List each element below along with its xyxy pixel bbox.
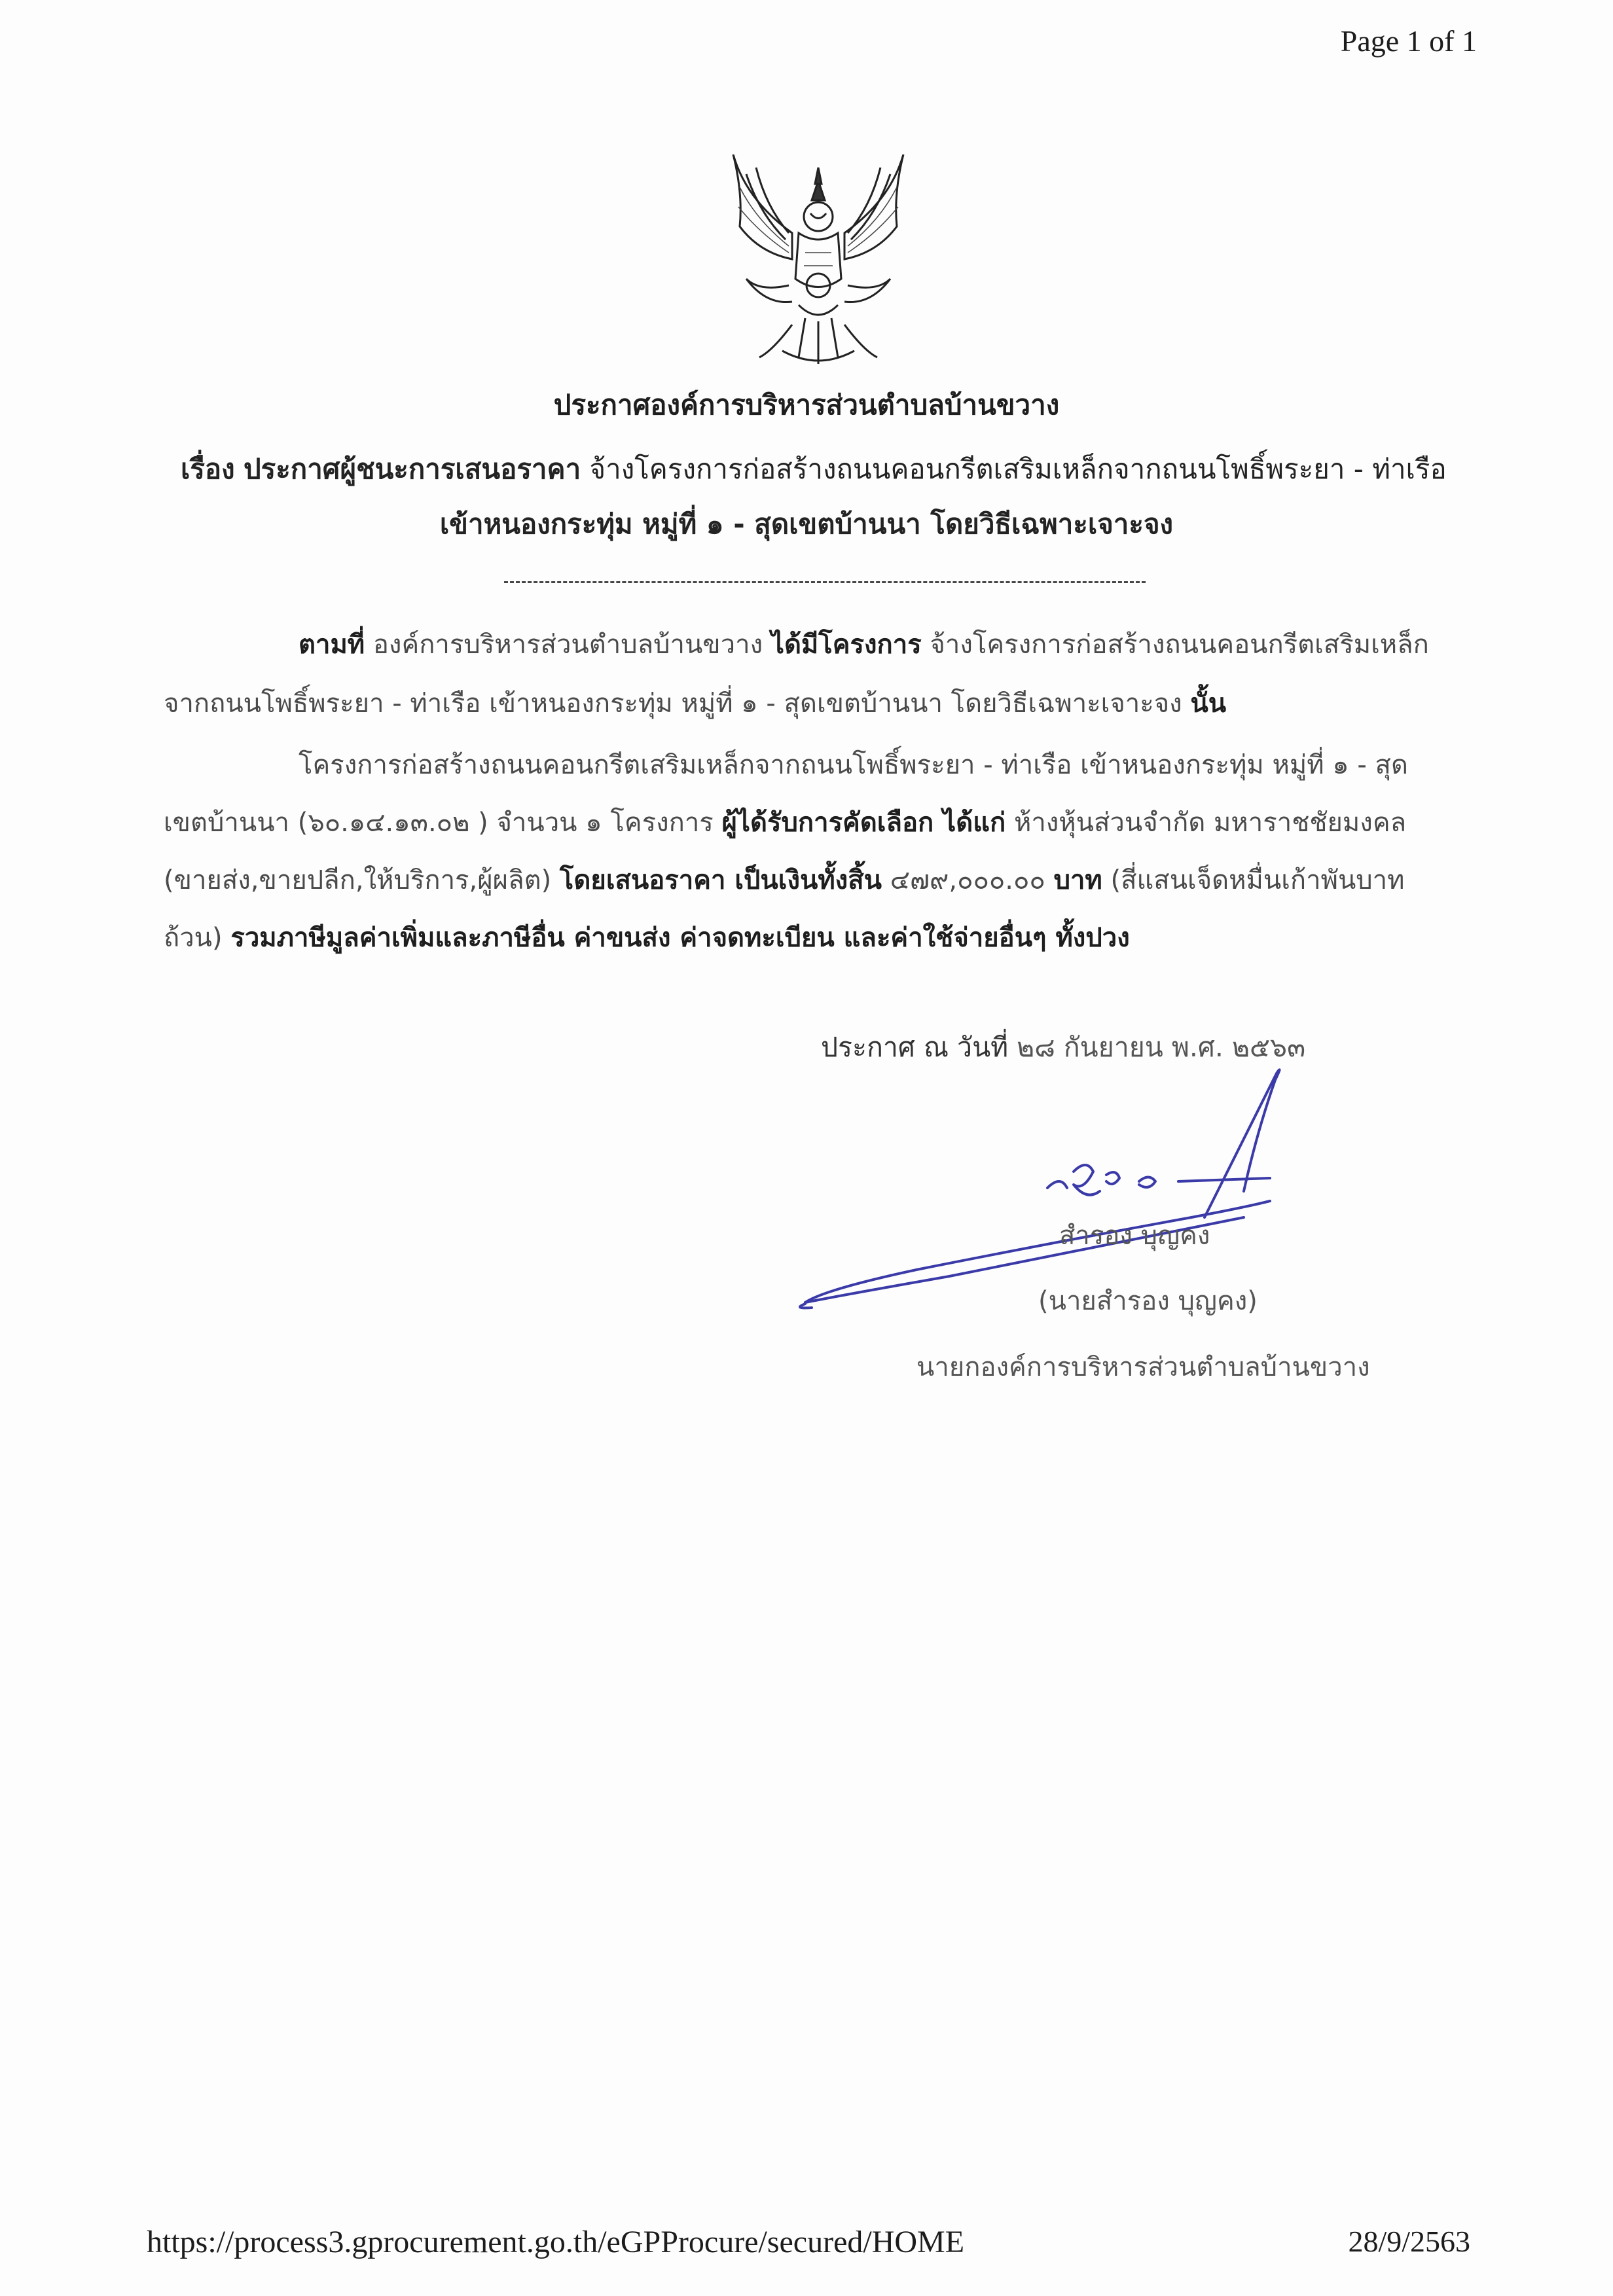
announcement-date: ๒๘ กันยายน พ.ศ. ๒๕๖๓ [1017,1031,1306,1063]
paragraph-1-line-1 [299,623,1429,665]
body-text: (ขายส่ง,ขายปลีก,ให้บริการ,ผู้ผลิต) [164,865,560,895]
keyword-text: ตามที่ [299,630,365,660]
paragraph-2-line-2 [164,801,1406,843]
keyword-text: ผู้ได้รับการคัดเลือก ได้แก่ [721,808,1006,838]
paragraph-2-line-3 [164,859,1405,901]
footer-print-date: 28/9/2563 [1348,2225,1470,2258]
body-text: (สี่แสนเจ็ดหมื่นเก้าพันบาท [1102,865,1405,895]
paragraph-1-line-2 [164,682,1226,724]
subject-heading: ประกาศผู้ชนะการเสนอราคา [244,453,581,485]
body-text: ห้างหุ้นส่วนจำกัด มหาราชชัยมงคล [1006,808,1407,838]
keyword-text: รวมภาษีมูลค่าเพิ่มและภาษีอื่น ค่าขนส่ง ค่าจดทะเบียน และค่าใช้จ่ายอื่นๆ ทั้งปวง [230,923,1130,953]
page-number: Page 1 of 1 [1340,24,1477,58]
keyword-text: โดยเสนอราคา เป็นเงินทั้งสิ้น [559,865,882,895]
keyword-text: ได้มีโครงการ [770,630,922,660]
subject-label: เรื่อง [181,453,235,485]
body-text: องค์การบริหารส่วนตำบลบ้านขวาง [365,630,771,660]
keyword-text: บาท [1053,865,1102,895]
announcement-label: ประกาศ ณ วันที่ [821,1031,1009,1063]
document-title: ประกาศองค์การบริหารส่วนตำบลบ้านขวาง [553,389,1060,421]
footer-url: https://process3.gprocurement.go.th/eGPProcure/secured/HOME [147,2225,965,2259]
amount-text: ๔๗๙,๐๐๐.๐๐ [881,865,1054,895]
signer-name: สำรอง บุญคง [1059,1221,1210,1251]
body-text: จ้างโครงการก่อสร้างถนนคอนกรีตเสริมเหล็ก [921,630,1429,660]
body-text: ถ้วน) [164,923,231,953]
signer-full-name: (นายสำรอง บุญคง) [1038,1286,1258,1316]
body-text: เขตบ้านนา (๖๐.๑๔.๑๓.๐๒ ) จำนวน ๑ โครงการ [164,808,722,838]
subject-line [181,448,1477,491]
signer-position: นายกองค์การบริหารส่วนตำบลบ้านขวาง [916,1352,1370,1382]
separator-line [504,581,1146,583]
subject-line-continued: เข้าหนองกระทุ่ม หมู่ที่ ๑ - สุดเขตบ้านนา โดยวิธีเฉพาะเจาะจง [439,508,1174,540]
subject-project-text: จ้างโครงการก่อสร้างถนนคอนกรีตเสริมเหล็กจากถนนโพธิ์พระยา - ท่าเรือ [589,453,1447,485]
keyword-text: นั้น [1190,689,1227,719]
body-text: จากถนนโพธิ์พระยา - ท่าเรือ เข้าหนองกระทุ่ม หมู่ที่ ๑ - สุดเขตบ้านนา โดยวิธีเฉพาะเจาะจง [164,689,1191,719]
paragraph-2-line-4 [164,916,1130,958]
paragraph-2-line-1: โครงการก่อสร้างถนนคอนกรีตเสริมเหล็กจากถนนโพธิ์พระยา - ท่าเรือ เข้าหนองกระทุ่ม หมู่ที่ ๑ - สุด [299,750,1408,780]
garuda-emblem-icon [720,154,916,370]
